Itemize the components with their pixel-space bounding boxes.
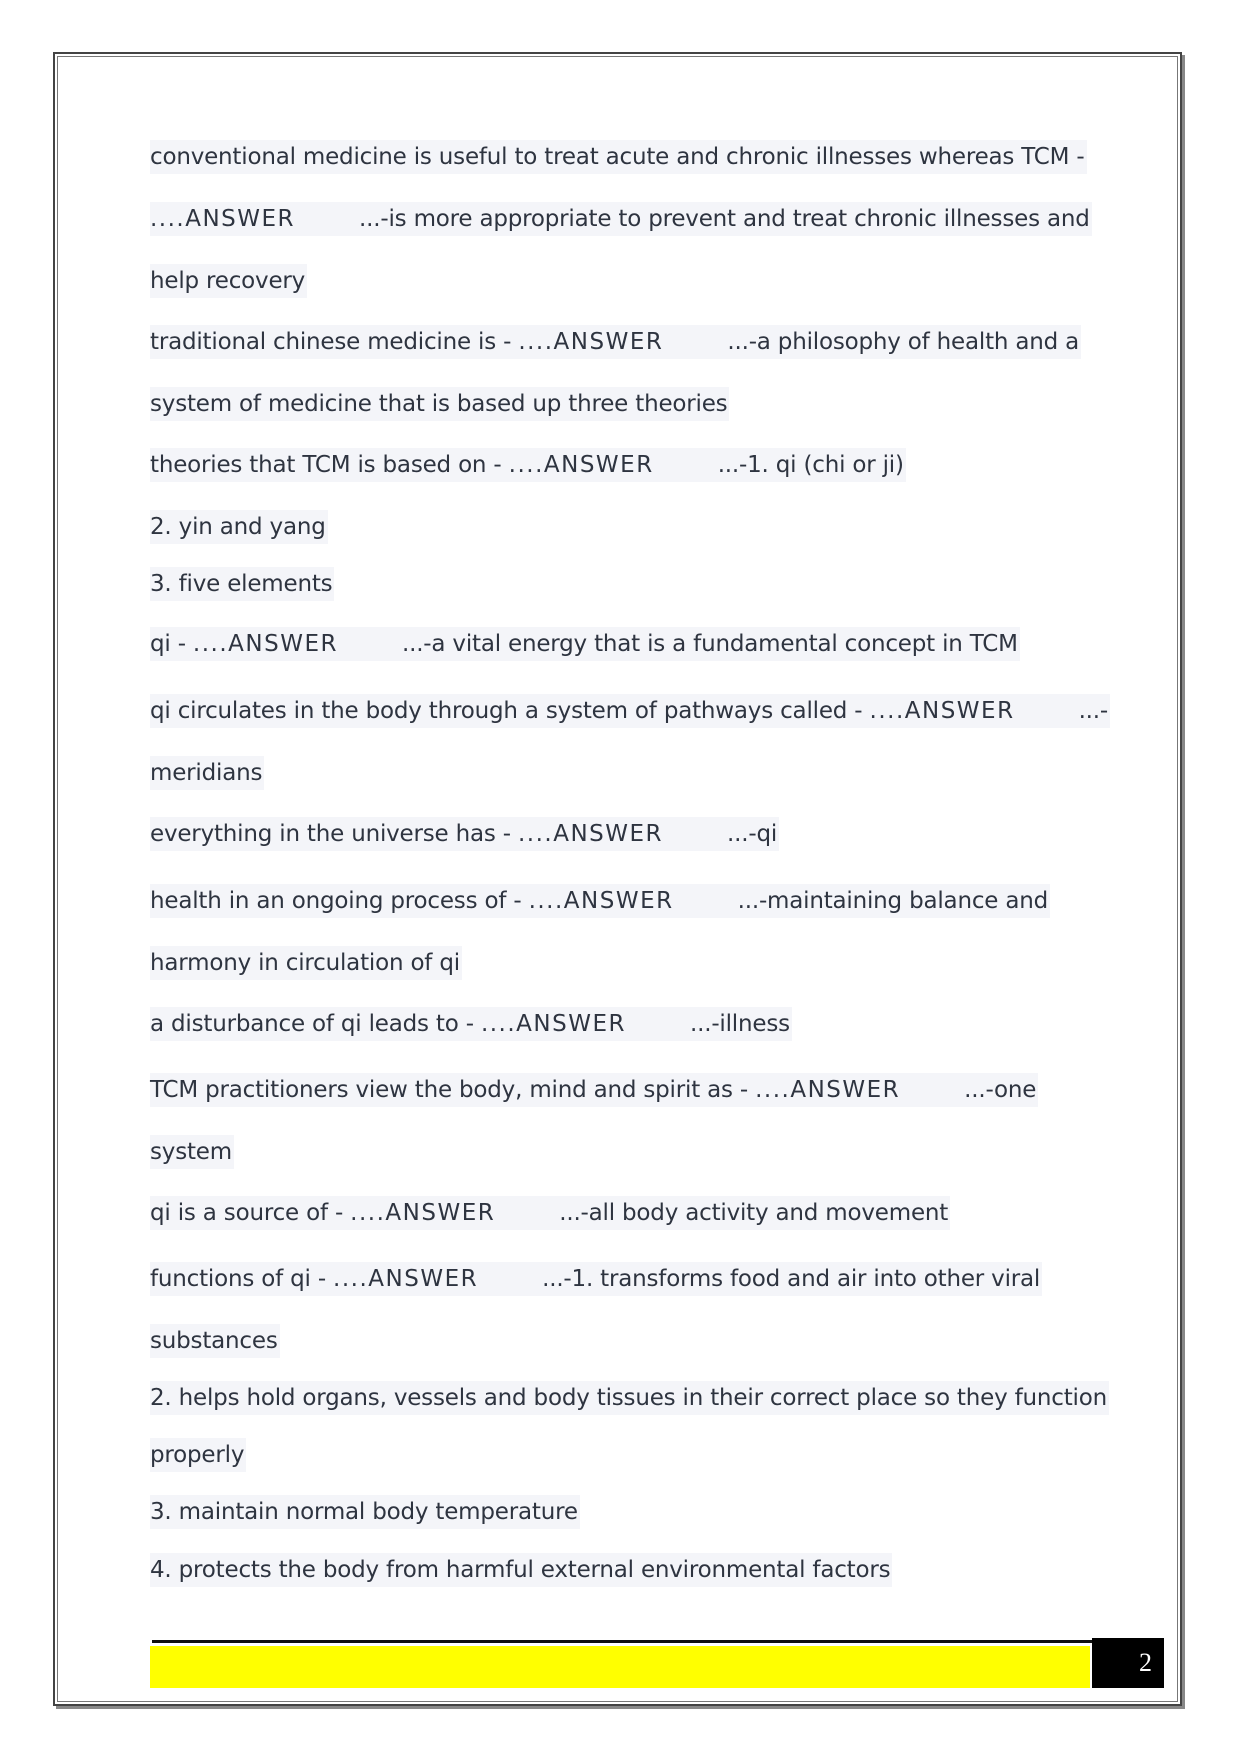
text-line: properly (150, 1438, 246, 1472)
text-line: help recovery (150, 264, 307, 298)
footer-highlight-bar (150, 1646, 1090, 1688)
text-line: harmony in circulation of qi (150, 946, 462, 980)
text-line: theories that TCM is based on - ....ANSWER ...-1. qi (chi or ji) (150, 448, 906, 482)
text-line: 4. protects the body from harmful external environmental factors (150, 1553, 892, 1587)
text-line: health in an ongoing process of - ....ANSWER ...-maintaining balance and (150, 884, 1050, 918)
text-line: 3. five elements (150, 567, 334, 601)
text-line: system (150, 1135, 234, 1169)
text-line: qi - ....ANSWER ...-a vital energy that is a fundamental concept in TCM (150, 627, 1020, 661)
text-line: qi is a source of - ....ANSWER ...-all body activity and movement (150, 1196, 950, 1230)
text-line: 2. helps hold organs, vessels and body tissues in their correct place so they function (150, 1381, 1109, 1415)
text-line: qi circulates in the body through a system of pathways called - ....ANSWER ...- (150, 694, 1110, 728)
text-line: system of medicine that is based up three theories (150, 387, 729, 421)
text-line: everything in the universe has - ....ANSWER ...-qi (150, 817, 779, 851)
page-number: 2 (1092, 1638, 1164, 1688)
text-line: traditional chinese medicine is - ....ANSWER ...-a philosophy of health and a (150, 325, 1081, 359)
footer-rule (152, 1640, 1092, 1643)
text-line: substances (150, 1324, 280, 1358)
text-line: meridians (150, 756, 264, 790)
text-line: a disturbance of qi leads to - ....ANSWER ...-illness (150, 1007, 792, 1041)
text-line: 3. maintain normal body temperature (150, 1495, 580, 1529)
text-line: conventional medicine is useful to treat acute and chronic illnesses whereas TCM - (150, 140, 1087, 174)
text-line: TCM practitioners view the body, mind and spirit as - ....ANSWER ...-one (150, 1073, 1038, 1107)
text-line: ....ANSWER ...-is more appropriate to prevent and treat chronic illnesses and (150, 202, 1092, 236)
text-line: functions of qi - ....ANSWER ...-1. transforms food and air into other viral (150, 1262, 1042, 1296)
text-line: 2. yin and yang (150, 510, 328, 544)
